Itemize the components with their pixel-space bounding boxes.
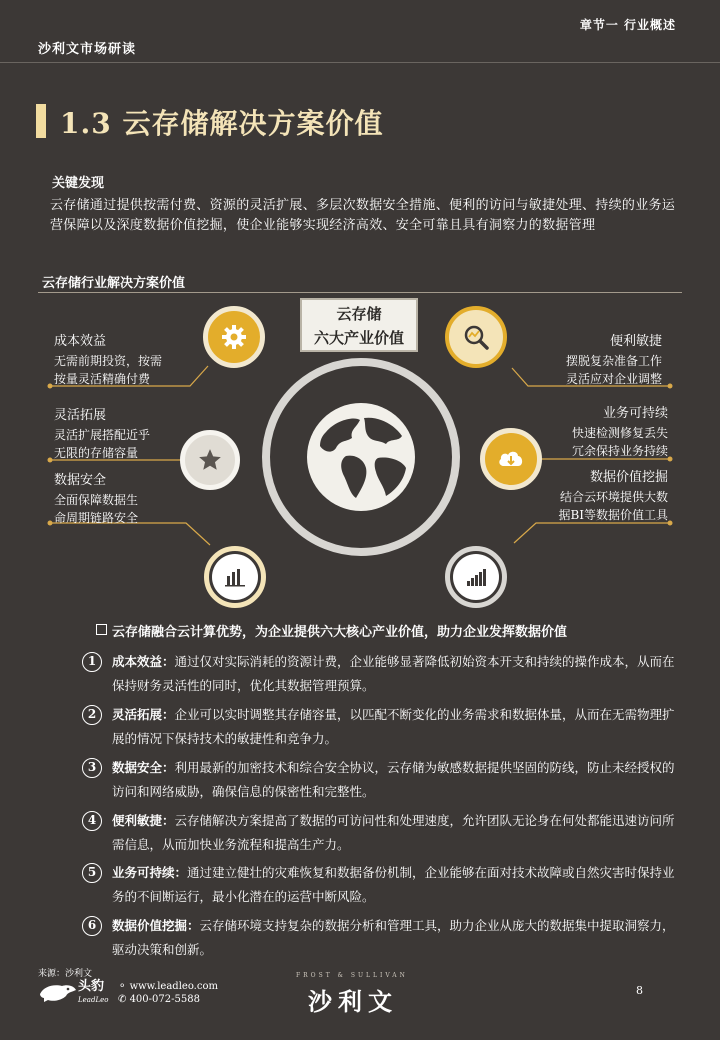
feature-security	[54, 471, 138, 527]
item-label: 成本效益：	[112, 654, 175, 669]
item-number: 4	[82, 811, 102, 831]
list-item	[82, 703, 682, 751]
cloud-download-icon	[496, 446, 526, 472]
list-item	[82, 756, 682, 804]
footer-contact	[118, 980, 218, 1006]
feature-continuity-line1: 快速检测修复丢失	[571, 426, 668, 440]
frost-sullivan-wordmark: FROST & SULLIVAN	[296, 972, 408, 979]
data-value-badge	[445, 546, 507, 608]
feature-cost-line1: 无需前期投资，按需	[54, 354, 163, 368]
feature-data-value	[526, 468, 668, 524]
item-number: 1	[82, 652, 102, 672]
flexible-badge	[180, 430, 240, 490]
item-text: 云存储环境支持复杂的数据分析和管理工具，助力企业从庞大的数据集中提取洞察力，驱动决策和创新。	[112, 918, 675, 957]
item-label: 业务可持续：	[112, 865, 188, 880]
globe-icon	[306, 402, 416, 512]
feature-security-line2: 命周期链路安全	[54, 511, 139, 525]
convenience-badge	[445, 306, 507, 368]
item-text: 通过建立健壮的灾难恢复和数据备份机制，企业能够在面对技术故障或自然灾害时保持业务的不间断运行，最小化潜在的运营中断风险。	[112, 865, 675, 904]
key-findings-heading: 关键发现	[52, 176, 105, 191]
feature-flexible-title: 灵活拓展	[54, 408, 107, 423]
feature-cost	[54, 332, 162, 388]
star-icon	[197, 447, 223, 473]
footer-website[interactable]: www.leadleo.com	[129, 981, 218, 992]
bar-chart-icon	[224, 566, 246, 588]
feature-flexible-line2: 无限的存储容量	[54, 446, 139, 460]
rising-bars-icon	[465, 566, 487, 588]
feature-flexible-line1: 灵活扩展搭配近乎	[54, 428, 151, 442]
source-note: 来源：沙利文	[38, 969, 93, 979]
item-label: 数据安全：	[112, 760, 175, 775]
security-badge	[204, 546, 266, 608]
sullivan-brand: 沙利文	[308, 987, 398, 1016]
feature-convenience-title: 便利敏捷	[609, 334, 662, 349]
gear-icon	[221, 324, 247, 350]
list-item	[82, 650, 682, 698]
item-number: 6	[82, 916, 102, 936]
header-right: 章节一 行业概述	[579, 18, 676, 32]
feature-continuity	[540, 404, 668, 460]
page-title: 1.3 云存储解决方案价值	[60, 107, 384, 140]
center-label-box	[300, 298, 418, 352]
center-label-line1: 云存储	[336, 305, 382, 323]
item-number: 2	[82, 705, 102, 725]
leadleo-logo-en: LeadLeo	[78, 996, 109, 1004]
item-label: 灵活拓展：	[112, 707, 175, 722]
feature-data-value-line2: 据BI等数据价值工具	[558, 508, 668, 522]
list-item	[82, 861, 682, 909]
feature-cost-line2: 按量灵活精确付费	[54, 372, 151, 386]
item-text: 通过仅对实际消耗的资源计费，企业能够显著降低初始资本开支和持续的操作成本，从而在保持财务灵活性的同时，优化其数据管理预算。	[112, 654, 675, 693]
feature-cost-title: 成本效益	[54, 334, 107, 349]
feature-security-title: 数据安全	[54, 473, 107, 488]
center-label-line2: 六大产业价值	[313, 329, 404, 347]
phone-icon: ✆	[118, 994, 130, 1005]
leopard-logo-icon	[38, 980, 78, 1004]
feature-continuity-title: 业务可持续	[602, 406, 668, 421]
feature-convenience-line2: 灵活应对企业调整	[565, 372, 662, 386]
item-number: 3	[82, 758, 102, 778]
list-item	[82, 914, 682, 962]
list-item	[82, 809, 682, 857]
section-heading: 云存储行业解决方案价值	[42, 276, 186, 291]
search-icon	[462, 323, 490, 351]
feature-convenience	[540, 332, 662, 388]
page-number: 8	[636, 984, 643, 997]
cost-benefit-badge	[203, 306, 265, 368]
summary-statement: 云存储融合云计算优势，为企业提供六大核心产业价值，助力企业发挥数据价值	[112, 625, 568, 640]
feature-flexible	[54, 406, 150, 462]
feature-continuity-line2: 冗余保持业务持续	[571, 444, 668, 458]
item-text: 企业可以实时调整其存储容量，以匹配不断变化的业务需求和数据体量，从而在无需物理扩展的情况下保持技术的敏捷性和竞争力。	[112, 707, 675, 746]
globe-small-icon: ⚬	[118, 981, 130, 992]
feature-security-line1: 全面保障数据生	[54, 493, 139, 507]
item-text: 利用最新的加密技术和综合安全协议，云存储为敏感数据提供坚固的防线，防止未经授权的访问和网络威胁，确保信息的保密性和完整性。	[112, 760, 675, 799]
footer-phone: 400-072-5588	[129, 994, 200, 1005]
item-label: 数据价值挖掘：	[112, 918, 200, 933]
checkbox-bullet-icon	[96, 624, 107, 635]
item-label: 便利敏捷：	[112, 813, 175, 828]
header-left: 沙利文市场研读	[38, 42, 137, 57]
feature-convenience-line1: 摆脱复杂准备工作	[565, 354, 662, 368]
feature-data-value-title: 数据价值挖掘	[589, 470, 668, 485]
key-findings-body: 云存储通过提供按需付费、资源的灵活扩展、多层次数据安全措施、便利的访问与敏捷处理、持续的业务运营保障以及深度数据价值挖掘，使企业能够实现经济高效、安全可靠且具有洞察力的数据管理	[50, 198, 676, 233]
feature-data-value-line1: 结合云环境提供大数	[559, 490, 668, 504]
item-number: 5	[82, 863, 102, 883]
leadleo-logo-cn: 头豹	[78, 979, 105, 994]
item-text: 云存储解决方案提高了数据的可访问性和处理速度，允许团队无论身在何处都能迅速访问所需信息，从而加快业务流程和提高生产力。	[112, 813, 675, 852]
